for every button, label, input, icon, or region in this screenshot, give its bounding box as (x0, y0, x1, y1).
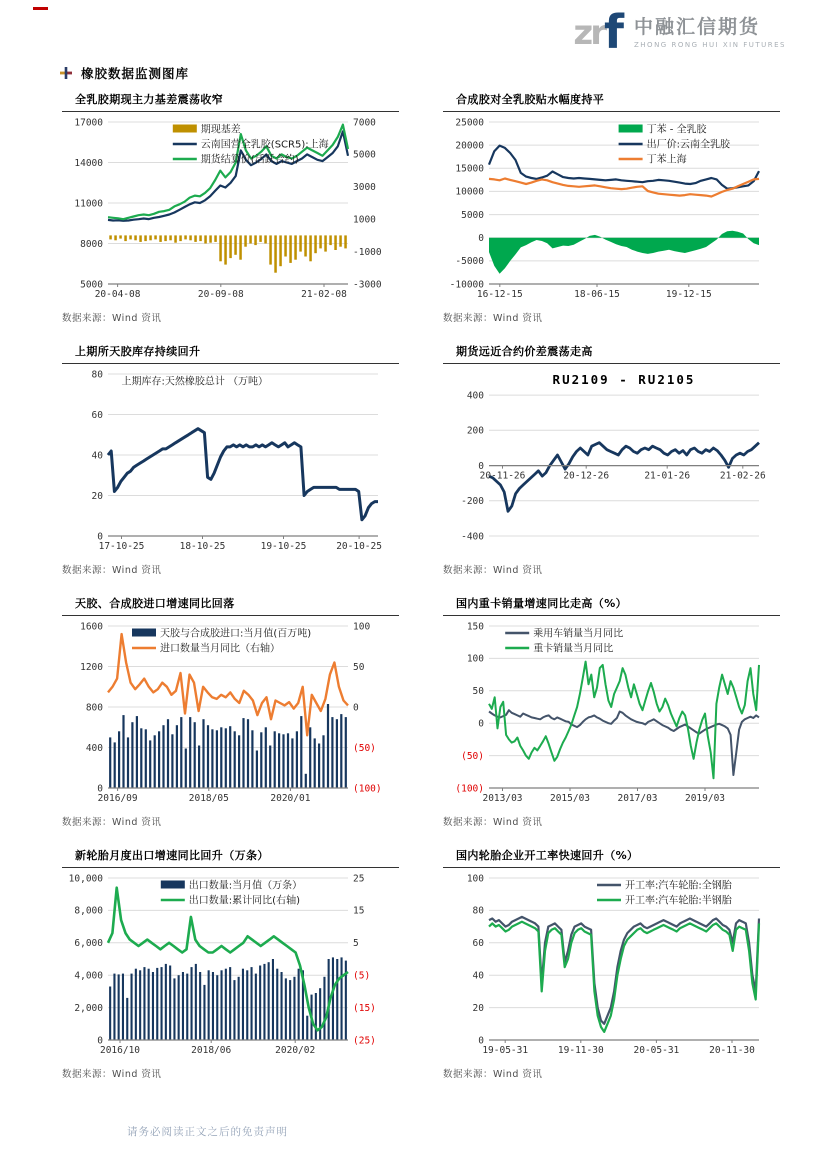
svg-text:2,000: 2,000 (74, 1002, 103, 1014)
svg-text:18-06-15: 18-06-15 (574, 289, 620, 300)
chart-title: 全乳胶期现主力基差震荡收窄 (75, 93, 224, 106)
svg-text:100: 100 (466, 653, 484, 665)
svg-text:8,000: 8,000 (74, 905, 103, 917)
chart-title: 合成胶对全乳胶贴水幅度持平 (456, 93, 605, 106)
chart-title: 新轮胎月度出口增速同比回升（万条） (75, 849, 269, 862)
svg-text:50: 50 (472, 686, 484, 698)
svg-text:15: 15 (353, 905, 365, 917)
svg-text:5000: 5000 (353, 149, 376, 161)
svg-text:25000: 25000 (455, 117, 484, 129)
svg-text:2018/06: 2018/06 (191, 1045, 232, 1056)
chart-source: 数据来源：Wind 资讯 (443, 313, 543, 324)
title-rule (62, 615, 399, 616)
svg-text:19-11-30: 19-11-30 (557, 1045, 604, 1056)
chart-inventory (62, 344, 399, 576)
svg-text:-1000: -1000 (353, 246, 382, 258)
top-red-mark (33, 7, 48, 10)
svg-text:(100): (100) (353, 783, 382, 795)
chart-plot-basis (62, 114, 392, 306)
chart-title: 国内轮胎企业开工率快速回升（%） (456, 849, 639, 862)
svg-text:21-02-26: 21-02-26 (719, 470, 766, 482)
svg-text:-400: -400 (461, 531, 484, 543)
svg-text:2018/05: 2018/05 (188, 793, 229, 804)
svg-text:17-10-25: 17-10-25 (98, 541, 145, 552)
title-rule (443, 111, 780, 112)
svg-text:20-12-26: 20-12-26 (563, 470, 610, 482)
svg-text:开工率:汽车轮胎:全钢胎: 开工率:汽车轮胎:全钢胎 (625, 880, 732, 892)
svg-text:7000: 7000 (353, 117, 376, 129)
svg-text:5000: 5000 (80, 279, 103, 291)
svg-text:-10000: -10000 (449, 279, 484, 291)
title-rule (443, 867, 780, 868)
chart-source: 数据来源：Wind 资讯 (62, 313, 162, 324)
svg-text:(15): (15) (353, 1002, 376, 1014)
svg-text:19-12-15: 19-12-15 (665, 289, 712, 300)
chart-plot-calendar-spread (443, 366, 773, 558)
svg-text:2016/09: 2016/09 (97, 793, 138, 804)
section-title: 橡胶数据监测图库 (81, 66, 190, 81)
svg-text:0: 0 (97, 783, 103, 795)
svg-text:2017/03: 2017/03 (617, 793, 658, 804)
svg-text:重卡销量当月同比: 重卡销量当月同比 (533, 643, 614, 655)
svg-text:14000: 14000 (74, 157, 103, 169)
svg-text:11000: 11000 (74, 198, 103, 210)
chart-source: 数据来源：Wind 资讯 (443, 817, 543, 828)
logo-company-name: 中融汇信期货 (634, 15, 761, 38)
svg-text:出厂价:云南全乳胶: 出厂价:云南全乳胶 (646, 139, 730, 151)
svg-text:400: 400 (466, 390, 484, 402)
chart-source: 数据来源：Wind 资讯 (62, 565, 162, 576)
svg-text:6,000: 6,000 (74, 938, 103, 950)
title-rule (443, 615, 780, 616)
svg-text:5000: 5000 (461, 209, 484, 221)
svg-text:20-11-26: 20-11-26 (479, 470, 526, 482)
svg-text:21-01-26: 21-01-26 (644, 470, 691, 482)
svg-text:2020/01: 2020/01 (270, 793, 311, 804)
svg-text:40: 40 (472, 970, 484, 982)
svg-text:100: 100 (466, 873, 484, 885)
chart-operating-rate (443, 848, 780, 1080)
chart-basis (62, 92, 399, 324)
svg-text:100: 100 (353, 621, 371, 633)
svg-text:150: 150 (466, 621, 484, 633)
svg-text:RU2109 - RU2105: RU2109 - RU2105 (552, 372, 696, 387)
svg-text:20: 20 (472, 1002, 484, 1014)
chart-synthetic-discount (443, 92, 780, 324)
chart-plot-synthetic-discount (443, 114, 773, 306)
svg-text:19-10-25: 19-10-25 (260, 541, 307, 552)
svg-text:期现基差: 期现基差 (200, 124, 241, 136)
chart-source: 数据来源：Wind 资讯 (443, 1069, 543, 1080)
title-rule (443, 363, 780, 364)
svg-text:开工率:汽车轮胎:半钢胎: 开工率:汽车轮胎:半钢胎 (625, 895, 732, 907)
chart-truck-sales (443, 596, 780, 828)
svg-text:17000: 17000 (74, 117, 103, 129)
svg-text:-3000: -3000 (353, 279, 382, 291)
chart-plot-tire-exports (62, 870, 392, 1062)
svg-text:0: 0 (353, 702, 359, 714)
svg-text:10,000: 10,000 (68, 873, 103, 885)
chart-plot-imports (62, 618, 392, 810)
chart-plot-truck-sales (443, 618, 773, 810)
svg-text:乘用车销量当月同比: 乘用车销量当月同比 (533, 628, 624, 640)
svg-text:800: 800 (85, 702, 103, 714)
title-rule (62, 363, 399, 364)
svg-text:(5): (5) (353, 970, 371, 982)
svg-text:25: 25 (353, 873, 365, 885)
svg-text:2013/03: 2013/03 (482, 793, 523, 804)
svg-text:期货结算价(活跃合约): 期货结算价(活跃合约) (200, 154, 299, 166)
section-bullet-icon (60, 67, 72, 79)
svg-text:(100): (100) (455, 783, 484, 795)
svg-text:400: 400 (85, 742, 103, 754)
svg-text:2019/03: 2019/03 (684, 793, 726, 804)
svg-text:10000: 10000 (455, 186, 484, 198)
svg-text:60: 60 (91, 409, 103, 421)
svg-text:0: 0 (478, 718, 484, 730)
chart-plot-operating-rate (443, 870, 773, 1062)
svg-text:进口数量当月同比（右轴）: 进口数量当月同比（右轴） (160, 643, 280, 655)
charts-grid (62, 92, 780, 1080)
svg-text:8000: 8000 (80, 238, 103, 250)
chart-source: 数据来源：Wind 资讯 (62, 1069, 162, 1080)
svg-text:20: 20 (91, 490, 103, 502)
chart-tire-exports (62, 848, 399, 1080)
logo-wordmark (634, 17, 786, 49)
svg-text:21-02-08: 21-02-08 (301, 289, 347, 300)
svg-text:丁苯上海: 丁苯上海 (646, 154, 687, 166)
svg-text:(50): (50) (353, 742, 376, 754)
svg-text:0: 0 (478, 460, 484, 472)
svg-text:4,000: 4,000 (74, 970, 103, 982)
svg-text:2016/10: 2016/10 (99, 1045, 141, 1056)
chart-plot-inventory (62, 366, 392, 558)
svg-text:3000: 3000 (353, 182, 376, 194)
logo-f-text: f (603, 5, 624, 59)
chart-imports (62, 596, 399, 828)
svg-text:16-12-15: 16-12-15 (476, 289, 523, 300)
svg-text:(25): (25) (353, 1035, 376, 1047)
company-logo (573, 5, 786, 59)
chart-source: 数据来源：Wind 资讯 (62, 817, 162, 828)
svg-text:云南国营全乳胶(SCR5):上海: 云南国营全乳胶(SCR5):上海 (200, 139, 329, 151)
svg-text:60: 60 (472, 938, 484, 950)
svg-text:天胶与合成胶进口:当月值(百万吨): 天胶与合成胶进口:当月值(百万吨) (160, 628, 312, 640)
svg-text:20-05-31: 20-05-31 (633, 1045, 680, 1056)
svg-text:40: 40 (91, 450, 103, 462)
svg-text:18-10-25: 18-10-25 (179, 541, 226, 552)
svg-text:出口数量:累计同比(右轴): 出口数量:累计同比(右轴) (188, 895, 300, 907)
svg-text:2020/02: 2020/02 (275, 1045, 316, 1056)
chart-title: 天胶、合成胶进口增速同比回落 (75, 597, 235, 610)
svg-text:上期库存:天然橡胶总计 （万吨）: 上期库存:天然橡胶总计 （万吨） (121, 376, 269, 388)
svg-text:1000: 1000 (353, 214, 376, 226)
svg-text:0: 0 (478, 1035, 484, 1047)
svg-text:80: 80 (91, 369, 103, 381)
svg-text:20-09-08: 20-09-08 (197, 289, 244, 300)
svg-text:2015/03: 2015/03 (549, 793, 591, 804)
svg-text:-5000: -5000 (455, 256, 484, 268)
svg-text:15000: 15000 (455, 163, 484, 175)
svg-text:出口数量:当月值（万条）: 出口数量:当月值（万条） (188, 880, 303, 892)
disclaimer-footer: 请务必阅读正文之后的免责声明 (127, 1126, 288, 1138)
chart-title: 上期所天胶库存持续回升 (75, 345, 201, 358)
svg-text:19-05-31: 19-05-31 (482, 1045, 529, 1056)
logo-zr-text: zr (573, 12, 604, 53)
svg-text:0: 0 (97, 1035, 103, 1047)
chart-calendar-spread (443, 344, 780, 576)
chart-title: 期货远近合约价差震荡走高 (456, 345, 593, 358)
svg-text:1600: 1600 (80, 621, 103, 633)
svg-text:5: 5 (353, 938, 359, 950)
svg-text:0: 0 (97, 531, 103, 543)
svg-text:(50): (50) (461, 750, 484, 762)
svg-text:20000: 20000 (455, 140, 484, 152)
svg-text:1200: 1200 (80, 661, 103, 673)
svg-text:80: 80 (472, 905, 484, 917)
svg-text:-200: -200 (461, 496, 484, 508)
svg-text:20-10-25: 20-10-25 (336, 541, 382, 552)
svg-text:20-04-08: 20-04-08 (94, 289, 141, 300)
section-header (60, 64, 189, 82)
title-rule (62, 867, 399, 868)
svg-text:丁苯 - 全乳胶: 丁苯 - 全乳胶 (646, 124, 707, 136)
svg-text:20-11-30: 20-11-30 (709, 1045, 755, 1056)
chart-title: 国内重卡销量增速同比走高（%） (456, 597, 628, 610)
title-rule (62, 111, 399, 112)
svg-text:50: 50 (353, 661, 365, 673)
chart-source: 数据来源：Wind 资讯 (443, 565, 543, 576)
logo-company-name-en: ZHONG RONG HUI XIN FUTURES (634, 40, 786, 49)
svg-text:200: 200 (466, 425, 484, 437)
svg-text:0: 0 (478, 233, 484, 244)
